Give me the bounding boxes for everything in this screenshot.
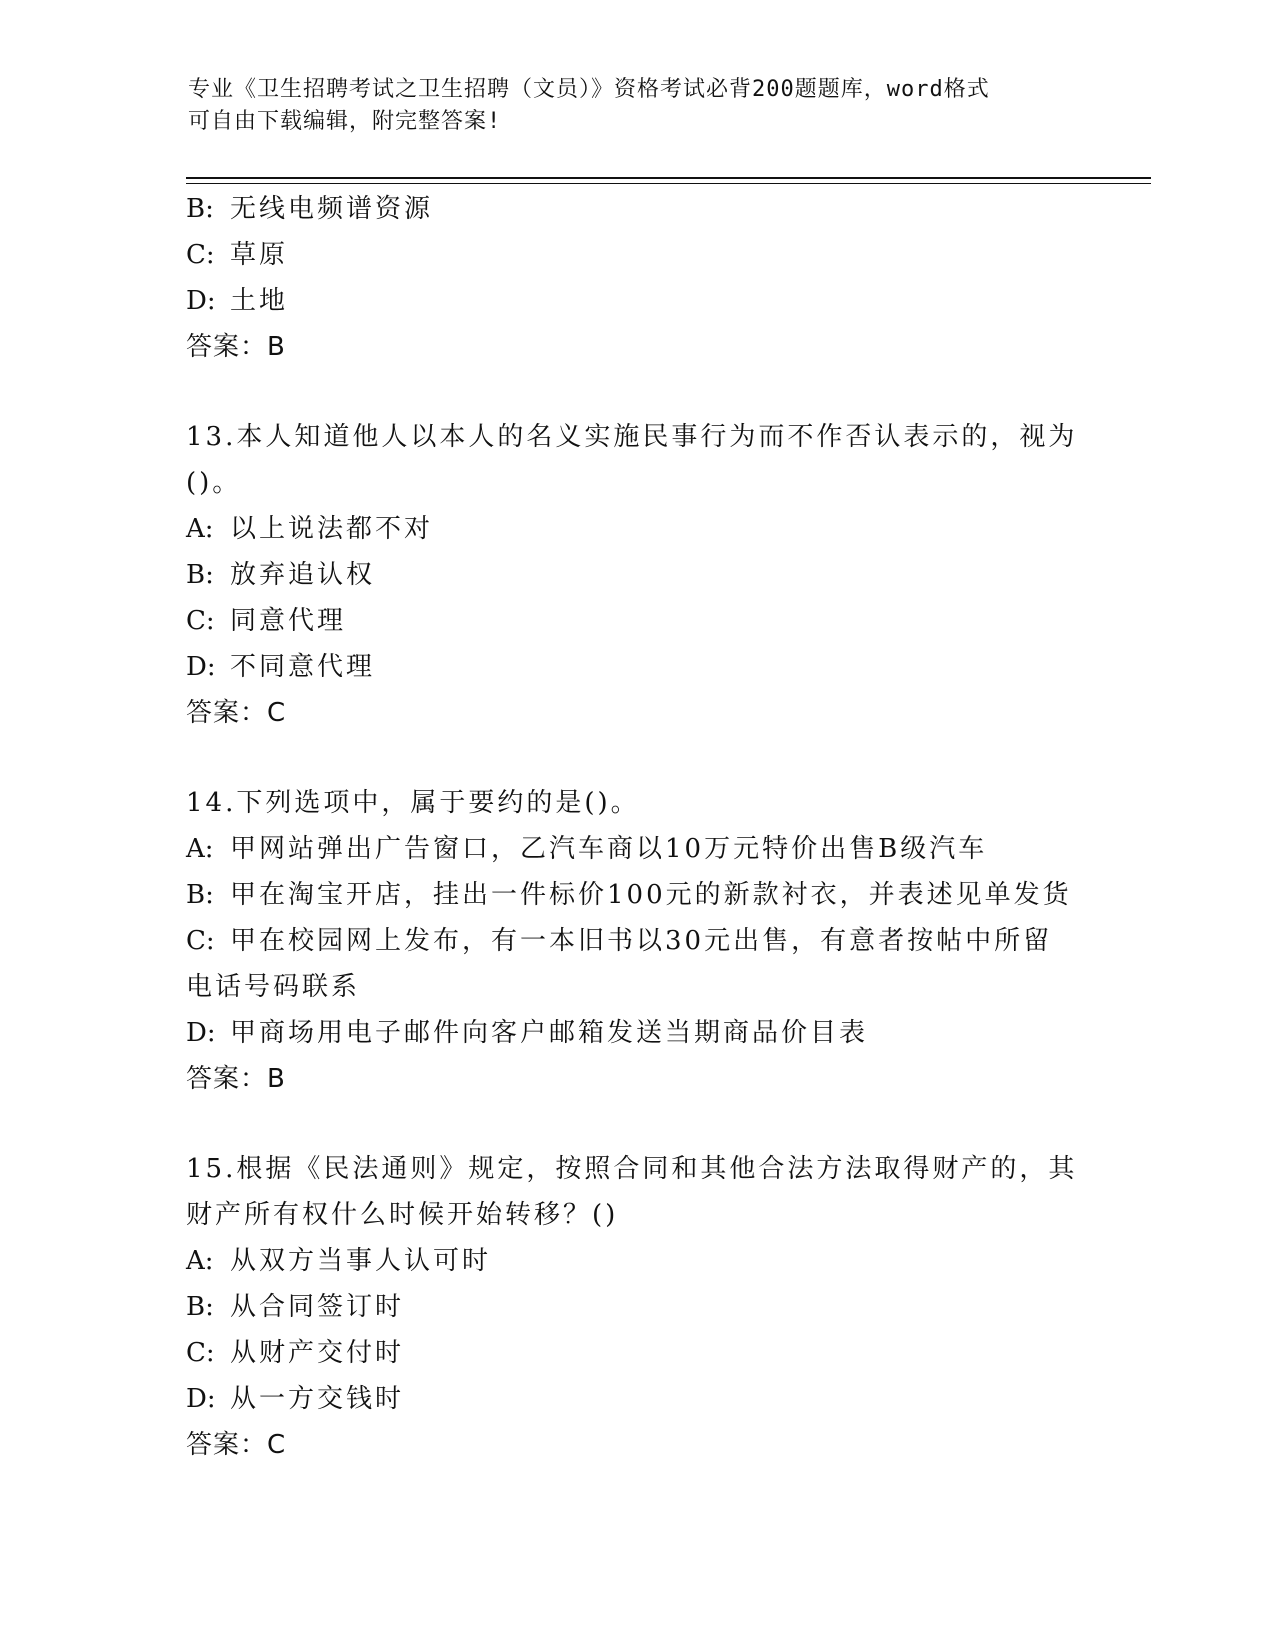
question-block-14 [186, 780, 1086, 1102]
answer-line: 答案：B [186, 1064, 286, 1094]
question-stem: 财产所有权什么时候开始转移？() [186, 1200, 619, 1230]
option-a: A: 甲网站弹出广告窗口，乙汽车商以10万元特价出售B级汽车 [186, 834, 988, 864]
question-block-12 [186, 186, 1086, 370]
option-c-continued: 电话号码联系 [186, 972, 361, 1002]
option-b: B: 放弃追认权 [186, 560, 376, 590]
option-d: D: 不同意代理 [186, 652, 376, 682]
question-stem: 13.本人知道他人以本人的名义实施民事行为而不作否认表示的，视为 [186, 422, 1078, 452]
option-a: A: 从双方当事人认可时 [186, 1246, 492, 1276]
question-stem: ()。 [186, 468, 242, 498]
option-c: C: 从财产交付时 [186, 1338, 405, 1368]
header-divider-thin [186, 183, 1151, 184]
option-b: B: 从合同签订时 [186, 1292, 405, 1322]
option-a: A: 以上说法都不对 [186, 514, 434, 544]
header-line-2: 可自由下载编辑，附完整答案! [188, 109, 502, 134]
option-c: C: 同意代理 [186, 606, 347, 636]
question-block-13 [186, 414, 1086, 736]
answer-line: 答案：C [186, 1430, 287, 1460]
question-stem: 15.根据《民法通则》规定，按照合同和其他合法方法取得财产的，其 [186, 1154, 1078, 1184]
answer-line: 答案：C [186, 698, 287, 728]
option-d: D: 甲商场用电子邮件向客户邮箱发送当期商品价目表 [186, 1018, 869, 1048]
question-list [186, 186, 1086, 1468]
option-d: D: 从一方交钱时 [186, 1384, 405, 1414]
option-b: B: 甲在淘宝开店，挂出一件标价100元的新款衬衣，并表述见单发货 [186, 880, 1072, 910]
question-block-15 [186, 1146, 1086, 1468]
option-b: B: 无线电频谱资源 [186, 194, 434, 224]
question-stem: 14.下列选项中，属于要约的是()。 [186, 788, 640, 818]
header-line-1: 专业《卫生招聘考试之卫生招聘（文员）》资格考试必背200题题库，word格式 [188, 77, 990, 102]
header-divider-thick [186, 177, 1151, 179]
option-c: C: 甲在校园网上发布，有一本旧书以30元出售，有意者按帖中所留 [186, 926, 1053, 956]
answer-line: 答案：B [186, 332, 286, 362]
page-header [188, 74, 1068, 138]
option-d: D: 土地 [186, 286, 289, 316]
option-c: C: 草原 [186, 240, 289, 270]
